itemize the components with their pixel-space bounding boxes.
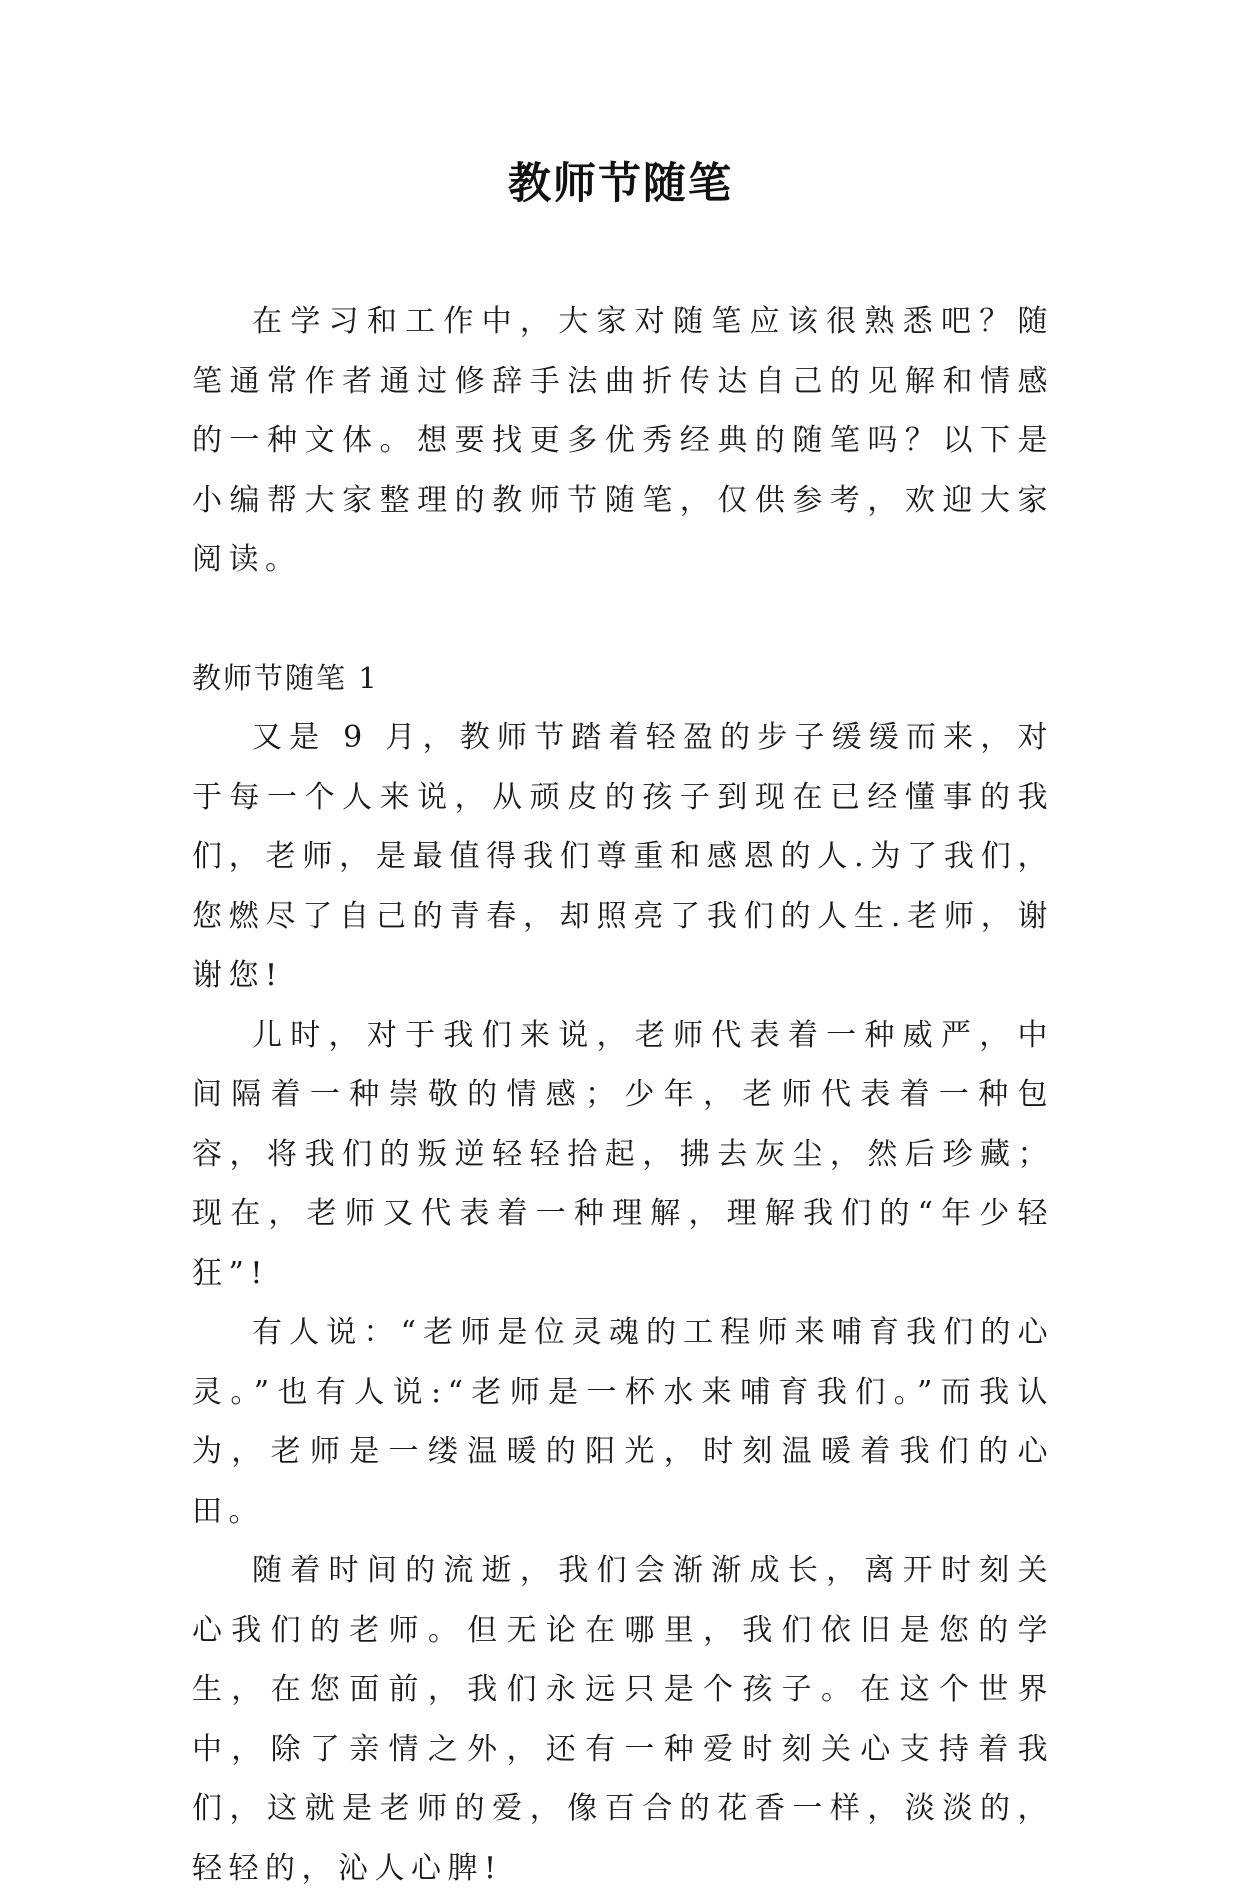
body-paragraph-3: 有人说：“老师是位灵魂的工程师来哺育我们的心灵。”也有人说:“老师是一杯水来哺育我们。”而我认为，老师是一缕温暖的阳光，时刻温暖着我们的心田。: [192, 1315, 1054, 1529]
document-title: 教师节随笔: [508, 159, 733, 209]
document-body: [192, 292, 1054, 1898]
intro-paragraph: 在学习和工作中，大家对随笔应该很熟悉吧？随笔通常作者通过修辞手法曲折传达自己的见解和情感的一种文体。想要找更多优秀经典的随笔吗？以下是小编帮大家整理的教师节随笔，仅供参考，欢迎大家阅读。: [192, 304, 1054, 577]
body-paragraph-1: 又是 9 月，教师节踏着轻盈的步子缓缓而来，对于每一个人来说，从顽皮的孩子到现在已经懂事的我们，老师，是最值得我们尊重和感恩的人.为了我们，您燃尽了自己的青春，却照亮了我们的人生.老师，谢谢您!: [192, 720, 1054, 993]
section-heading: 教师节随笔 1: [192, 660, 379, 695]
body-paragraph-4: 随着时间的流逝，我们会渐渐成长，离开时刻关心我们的老师。但无论在哪里，我们依旧是您的学生，在您面前，我们永远只是个孩子。在这个世界中，除了亲情之外，还有一种爱时刻关心支持着我们，这就是老师的爱，像百合的花香一样，淡淡的，轻轻的，沁人心脾!: [192, 1553, 1054, 1886]
body-paragraph-2: 儿时，对于我们来说，老师代表着一种威严，中间隔着一种崇敬的情感；少年，老师代表着一种包容，将我们的叛逆轻轻拾起，拂去灰尘，然后珍藏；现在，老师又代表着一种理解，理解我们的“年少轻狂”!: [192, 1017, 1054, 1291]
